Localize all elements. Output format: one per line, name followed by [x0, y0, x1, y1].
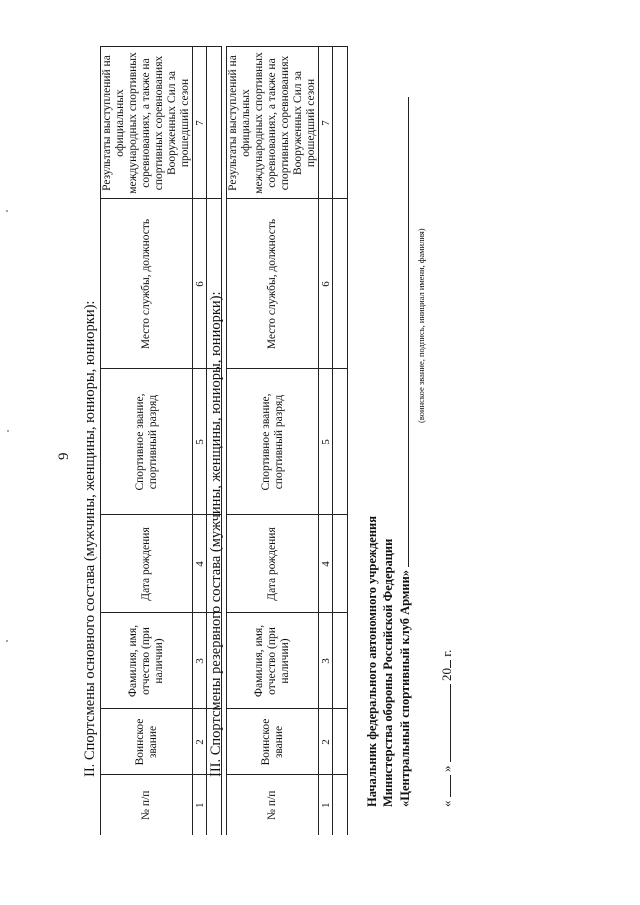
col-num-7: 7 — [193, 47, 207, 199]
col-header-rank: Воинское звание — [227, 709, 319, 775]
col-header-birthdate: Дата рождения — [101, 515, 193, 613]
col-num-6: 6 — [193, 199, 207, 369]
year-blank — [438, 660, 451, 668]
col-header-service-place: Место службы, должность — [101, 199, 193, 369]
table-cell — [333, 613, 348, 709]
table-cell — [207, 775, 222, 835]
col-num-4: 4 — [319, 515, 333, 613]
month-blank — [438, 684, 451, 762]
col-header-results: Результаты выступлений на официальных международных спортивных соревнованиях, а также на спортивных соревнованиях Вооруженных Сил за прошедший сезон — [227, 47, 319, 199]
col-num-5: 5 — [319, 369, 333, 515]
col-header-name: Фамилия, имя, отчество (при наличии) — [227, 613, 319, 709]
day-blank — [438, 775, 451, 797]
col-num-2: 2 — [193, 709, 207, 775]
page-number: 9 — [56, 452, 72, 460]
col-header-number: № п/п — [227, 775, 319, 835]
year-suffix: г. — [439, 649, 454, 657]
col-num-5: 5 — [193, 369, 207, 515]
col-header-number: № п/п — [101, 775, 193, 835]
year-prefix: 20 — [439, 668, 454, 681]
col-header-sport-rank: Спортивное звание, спортивный разряд — [227, 369, 319, 515]
date-line — [438, 650, 455, 807]
signature-block — [364, 97, 414, 807]
table-cell — [333, 515, 348, 613]
signature-caption: (воинское звание, подпись, инициал имени, фамилия) — [416, 228, 426, 423]
col-num-3: 3 — [193, 613, 207, 709]
table-cell — [207, 47, 222, 199]
section-3-title: III. Спортсмены резервного состава (мужчины, женщины, юниоры, юниорки): — [208, 291, 224, 777]
table-cell — [333, 709, 348, 775]
signer-line-3-row — [396, 97, 413, 807]
col-num-1: 1 — [319, 775, 333, 835]
col-num-7: 7 — [319, 47, 333, 199]
col-header-birthdate: Дата рождения — [227, 515, 319, 613]
table-cell — [333, 369, 348, 515]
table-cell — [333, 47, 348, 199]
date-open-quote: « — [439, 800, 454, 807]
col-num-2: 2 — [319, 709, 333, 775]
col-header-results: Результаты выступлений на официальных международных спортивных соревнованиях, а также на спортивных соревнованиях Вооруженных Сил за прошедший сезон — [101, 47, 193, 199]
col-header-name: Фамилия, имя, отчество (при наличии) — [101, 613, 193, 709]
scan-speck — [7, 430, 9, 432]
section-2-title: II. Спортсмены основного состава (мужчины, женщины, юниоры, юниорки): — [82, 300, 98, 777]
col-num-1: 1 — [193, 775, 207, 835]
signer-line-1: Начальник федерального автономного учреждения — [365, 515, 379, 807]
table-cell — [333, 199, 348, 369]
col-header-sport-rank: Спортивное звание, спортивный разряд — [101, 369, 193, 515]
signer-line-2: Министерства обороны Российской Федерации — [381, 538, 396, 807]
scan-speck — [6, 210, 8, 212]
section-2-table — [100, 47, 222, 836]
col-num-3: 3 — [319, 613, 333, 709]
col-header-rank: Воинское звание — [101, 709, 193, 775]
col-num-4: 4 — [193, 515, 207, 613]
date-close-quote: » — [439, 765, 454, 772]
col-num-6: 6 — [319, 199, 333, 369]
signature-line — [396, 97, 409, 567]
section-3-table — [226, 47, 348, 836]
scan-speck — [6, 640, 8, 642]
table-cell — [333, 775, 348, 835]
signer-line-3: «Центральный спортивный клуб Армии» — [398, 569, 413, 807]
col-header-service-place: Место службы, должность — [227, 199, 319, 369]
